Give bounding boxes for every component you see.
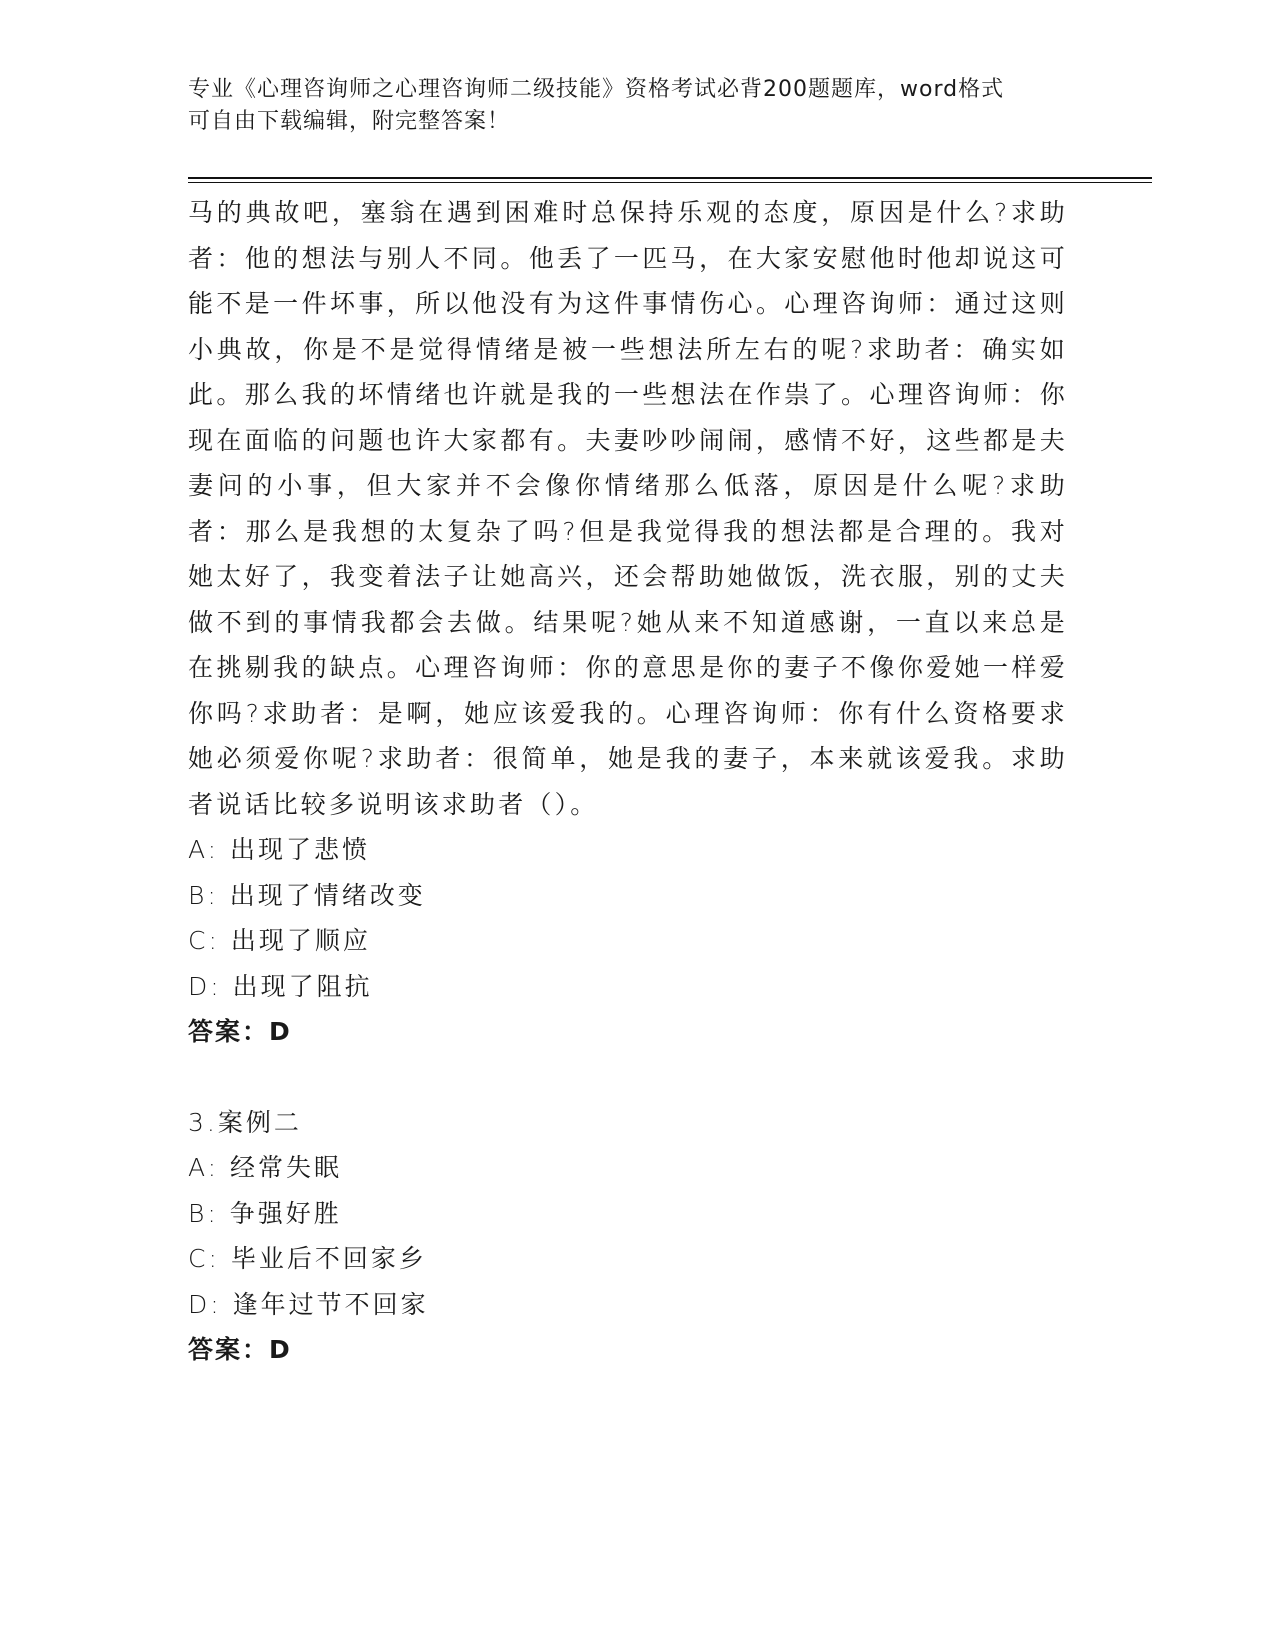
- header-rule-thick: [188, 177, 1152, 179]
- question-3-answer: 答案：D: [188, 1335, 292, 1364]
- question-3-title: 3.案例二: [188, 1107, 302, 1137]
- header-line-2: 可自由下载编辑，附完整答案！: [188, 109, 511, 134]
- document-body: [188, 190, 1068, 1373]
- question-2-option-a: A: 出现了悲愤: [188, 835, 371, 864]
- header-line-1: 专业《心理咨询师之心理咨询师二级技能》资格考试必背200题题库，word格式: [188, 77, 1005, 102]
- question-3-option-c: C: 毕业后不回家乡: [188, 1244, 427, 1273]
- header-rule-thin: [188, 182, 1152, 183]
- question-gap: [188, 1055, 1068, 1100]
- question-3-option-b: B: 争强好胜: [188, 1198, 342, 1228]
- question-2-stem: 马的典故吧，塞翁在遇到困难时总保持乐观的态度，原因是什么?求助者：他的想法与别人不同。他丢了一匹马，在大家安慰他时他却说这可能不是一件坏事，所以他没有为这件事情伤心。心理咨询师：通过这则小典故，你是不是觉得情绪是被一些想法所左右的呢?求助者：确实如此。那么我的坏情绪也许就是我的一些想法在作祟了。心理咨询师：你现在面临的问题也许大家都有。夫妻吵吵闹闹，感情不好，这些都是夫妻问的小事，但大家并不会像你情绪那么低落，原因是什么呢?求助者：那么是我想的太复杂了吗?但是我觉得我的想法都是合理的。我对她太好了，我变着法子让她高兴，还会帮助她做饭，洗衣服，别的丈夫做不到的事情我都会去做。结果呢?她从来不知道感谢，一直以来总是在挑剔我的缺点。心理咨询师：你的意思是你的妻子不像你爱她一样爱你吗?求助者：是啊，她应该爱我的。心理咨询师：你有什么资格要求她必须爱你呢?求助者：很简单，她是我的妻子，本来就该爱我。求助者说话比较多说明该求助者（）。: [188, 198, 1068, 819]
- document-header: [188, 74, 1068, 138]
- question-3-option-a: A: 经常失眠: [188, 1153, 343, 1182]
- question-2-option-b: B: 出现了情绪改变: [188, 880, 426, 910]
- question-2-answer: 答案：D: [188, 1017, 292, 1046]
- question-3-option-d: D: 逢年过节不回家: [188, 1289, 429, 1319]
- question-2-option-d: D: 出现了阻抗: [188, 971, 373, 1001]
- question-2-option-c: C: 出现了顺应: [188, 926, 371, 955]
